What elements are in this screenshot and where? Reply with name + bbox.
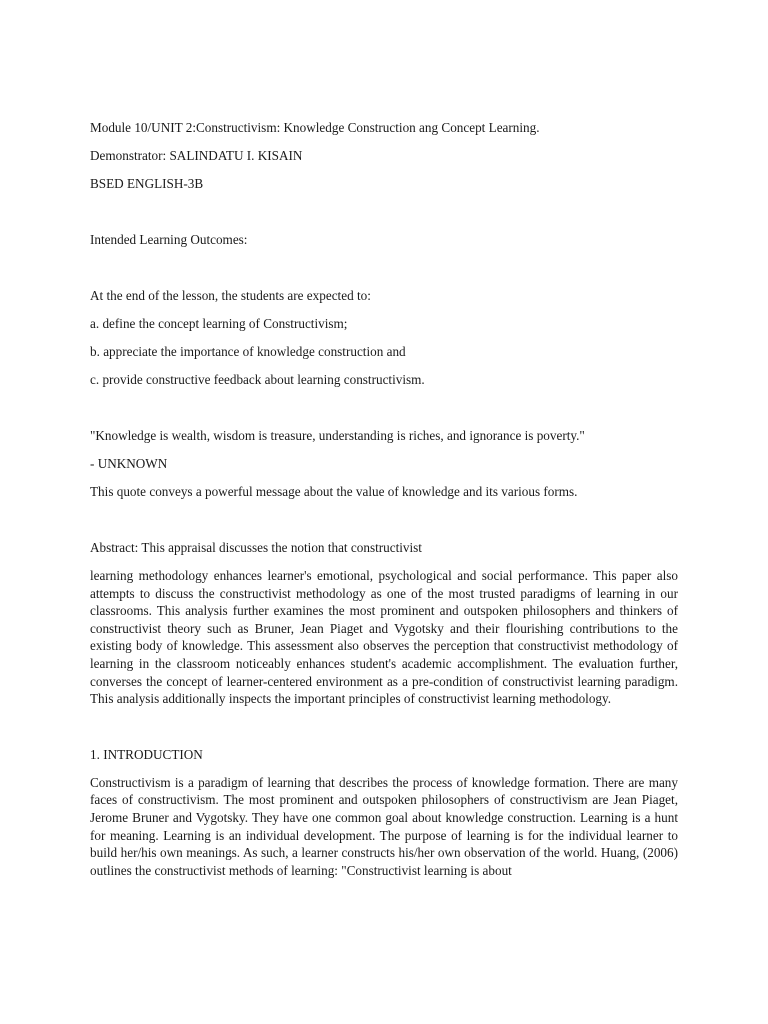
demonstrator-line: Demonstrator: SALINDATU I. KISAIN xyxy=(90,148,303,163)
ilo-item-a: a. define the concept learning of Constructivism; xyxy=(90,316,348,331)
quote-author: - UNKNOWN xyxy=(90,456,168,471)
intro-body: Constructivism is a paradigm of learning that describes the process of knowledge formation. There are many faces of constructivism. The most prominent and outspoken philosophers of constructivism are Jean Piaget, Jerome Bruner and Vygotsky. They have one common goal about knowledge construction. Learning is a hunt for meaning. Learning is an individual development. The purpose of learning is for the individual learner to build her/his own meanings. As such, a learner constructs his/her own observation of the world. Huang, (2006) outlines the constructivist methods of learning: "Constructivist learning is about xyxy=(90,774,678,878)
document-page xyxy=(90,119,678,879)
quote-text: "Knowledge is wealth, wisdom is treasure, understanding is riches, and ignorance is poverty." xyxy=(90,428,585,443)
ilo-intro: At the end of the lesson, the students are expected to: xyxy=(90,288,371,303)
section-line: BSED ENGLISH-3B xyxy=(90,176,204,191)
ilo-item-c: c. provide constructive feedback about learning constructivism. xyxy=(90,372,425,387)
module-title: Module 10/UNIT 2:Constructivism: Knowledge Construction ang Concept Learning. xyxy=(90,120,540,135)
intro-heading: 1. INTRODUCTION xyxy=(90,746,203,762)
ilo-item-b: b. appreciate the importance of knowledge construction and xyxy=(90,344,406,359)
abstract-body: learning methodology enhances learner's emotional, psychological and social performance. This paper also attempts to discuss the constructivist methodology as one of the most trusted paradigms of learning in our classrooms. This analysis further examines the most prominent and outspoken philosophers and thinkers of constructivist theory such as Bruner, Jean Piaget and Vygotsky and their flourishing contributions to the existing body of knowledge. This assessment also observes the perception that constructivist methodology of learning in the classroom noticeably enhances student's academic accomplishment. The evaluation further, converses the concept of learner-centered environment as a pre-condition of constructivist learning paradigm. This analysis additionally inspects the important principles of constructivist learning methodology. xyxy=(90,568,678,707)
quote-note: This quote conveys a powerful message about the value of knowledge and its various forms. xyxy=(90,484,578,499)
abstract-lead: Abstract: This appraisal discusses the notion that constructivist xyxy=(90,540,422,555)
ilo-heading: Intended Learning Outcomes: xyxy=(90,232,248,247)
